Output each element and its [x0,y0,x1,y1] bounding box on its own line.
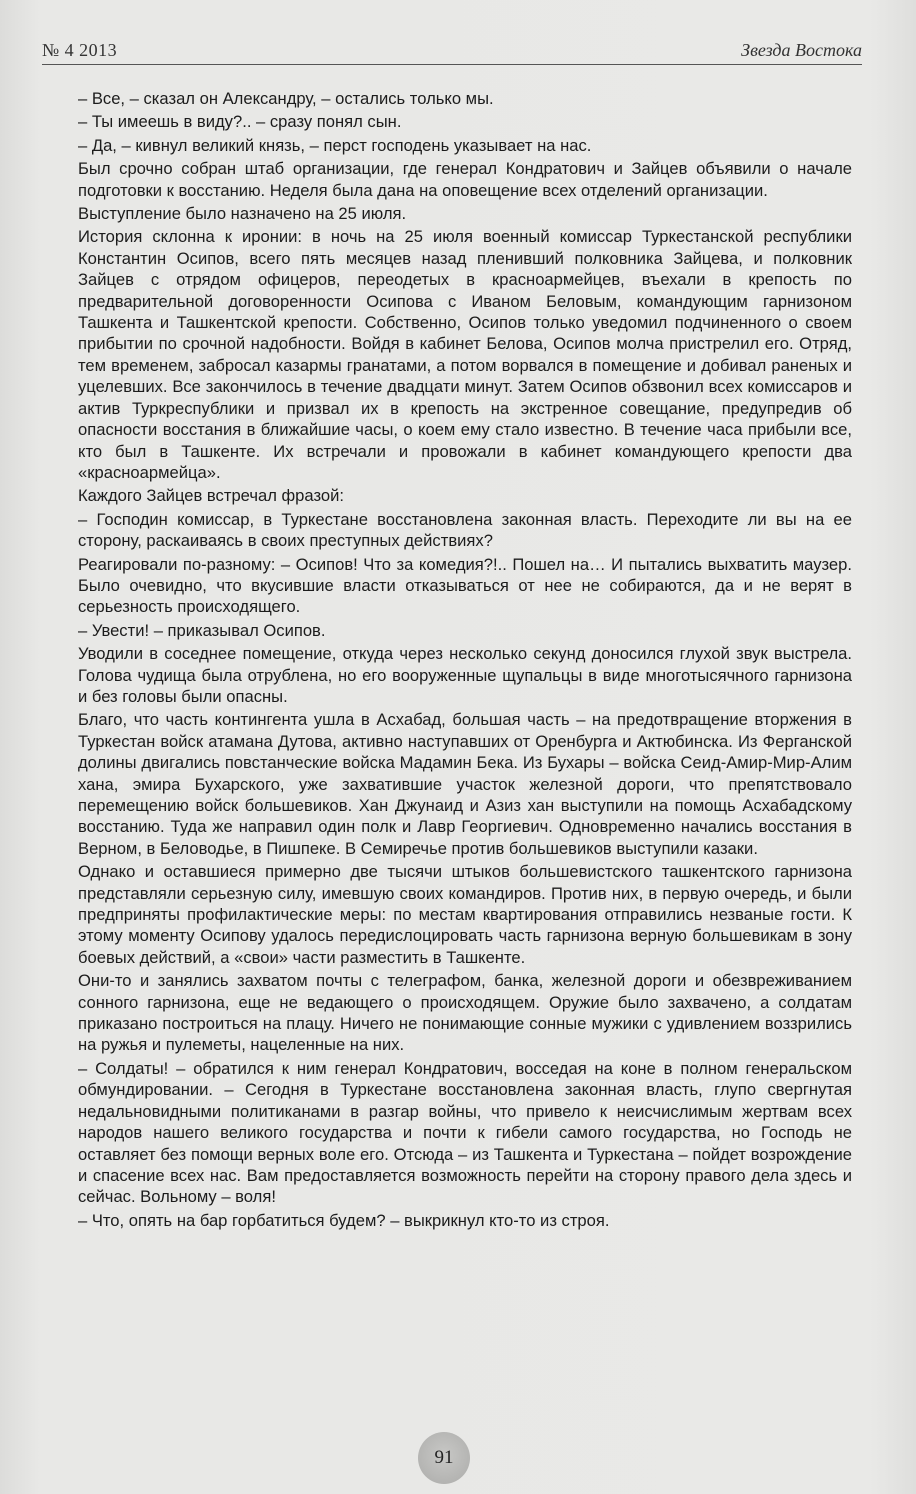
paragraph: История склонна к иронии: в ночь на 25 июля военный комиссар Туркестанской республики Константин Осипов, всего пять месяцев назад пленивший полковника Зайцева, и полковник Зайцев с отрядом офицеров, переодетых в красноармейцев, въехали в крепость по предварительной договоренности Осипова с Иваном Беловым, командующим гарнизоном Ташкента и Ташкентской крепости. Собственно, Осипов только уведомил подчиненного о своем прибытии по срочной надобности. Войдя в кабинет Белова, Осипов молча пристрелил его. Отряд, тем временем, забросал казармы гранатами, а потом ворвался в помещение и добивал раненых и уцелевших. Все закончилось в течение двадцати минут. Затем Осипов обзвонил всех комиссаров и актив Туркреспублики и призвал их в крепость на экстренное совещание, предупредив об опасности восстания в ближайшие часы, о коем ему стало известно. В течение часа прибыли все, кто был в Ташкенте. Их встречали и провожали в кабинет командующего крепости два «красноармейца». [78,227,852,482]
paragraph: Реагировали по-разному: – Осипов! Что за комедия?!.. Пошел на… И пытались выхватить маузер. Было очевидно, что вкусившие власти отказываться от нее не собираются, да и не верят в серьезность происходящего. [78,554,852,617]
paragraph: – Увести! – приказывал Осипов. [78,620,326,640]
paragraph: Однако и оставшиеся примерно две тысячи штыков большевистского ташкентского гарнизона представляли серьезную силу, имевшую своих командиров. Против них, в первую очередь, и были предприняты профилактические меры: по местам квартирования отправились незваные гости. К этому моменту Осипову удалось передислоцировать часть гарнизона верную большевикам в зону боевых действий, а «свои» части разместить в Ташкенте. [78,862,852,967]
issue-number: № 4 2013 [42,40,118,60]
page-number-badge [418,1432,470,1484]
paragraph: – Да, – кивнул великий князь, – перст господень указывает на нас. [78,135,592,155]
paragraph: Каждого Зайцев встречал фразой: [78,486,344,506]
paragraph: Уводили в соседнее помещение, откуда через несколько секунд доносился глухой звук выстрела. Голова чудища была отрублена, но его вооруженные щупальцы в виде многотысячного гарнизона и без головы были опасны. [78,644,852,706]
paragraph: – Что, опять на бар горбатиться будем? – выкрикнул кто-то из строя. [78,1210,610,1230]
running-header [42,34,862,64]
article-body [78,88,852,1233]
page-number: 91 [434,1447,454,1468]
paragraph: – Все, – сказал он Александру, – остались только мы. [78,89,494,108]
paragraph: Выступление было назначено на 25 июля. [78,204,407,224]
paragraph: Был срочно собран штаб организации, где генерал Кондратович и Зайцев объявили о начале подготовки к восстанию. Неделя была дана на оповещение всех отделений организации. [78,159,852,200]
paragraph: – Господин комиссар, в Туркестане восстановлена законная власть. Переходите ли вы на ее сторону, раскаиваясь в своих преступных действиях? [78,509,852,551]
paragraph: – Ты имеешь в виду?.. – сразу понял сын. [78,112,402,132]
paragraph: Они-то и занялись захватом почты с телеграфом, банка, железной дороги и обезвреживанием сонного гарнизона, еще не ведающего о происходящем. Оружие было захвачено, а солдатам приказано построиться на плацу. Ничего не понимающие сонные мужики с удивлением воззрились на ружья и пулеметы, нацеленные на них. [78,971,852,1055]
paragraph: – Солдаты! – обратился к ним генерал Кондратович, восседая на коне в полном генеральском обмундировании. – Сегодня в Туркестане восстановлена законная власть, глупо свергнутая недальновидными политиканами в разгар войны, что привело к неисчислимым жертвам всех народов нашего великого государства и почти к гибели самого государства, но Господь не оставляет без помощи верных воле его. Отсюда – из Ташкента и Туркестана – пойдет возрождение и спасение всех нас. Вам предоставляется возможность перейти на сторону правого дела здесь и сейчас. Вольному – воля! [78,1058,852,1207]
header-divider [42,64,862,65]
paragraph: Благо, что часть контингента ушла в Асхабад, большая часть – на предотвращение вторжения в Туркестан войск атамана Дутова, активно наступавших от Оренбурга и Актюбинска. Из Ферганской долины двигались повстанческие войска Мадамин Бека. Из Бухары – войска Сеид-Амир-Мир-Алим хана, эмира Бухарского, уже захватившие участок железной дороги, что препятствовало перемещению войск большевиков. Хан Джунаид и Азиз хан выступили на помощь Асхабадскому восстанию. Туда же направил один полк и Лавр Георгиевич. Одновременно начались восстания в Верном, в Беловодье, в Пишпеке. В Семиречье против большевиков выступили казаки. [78,710,852,858]
journal-title: Звезда Востока [741,40,862,60]
